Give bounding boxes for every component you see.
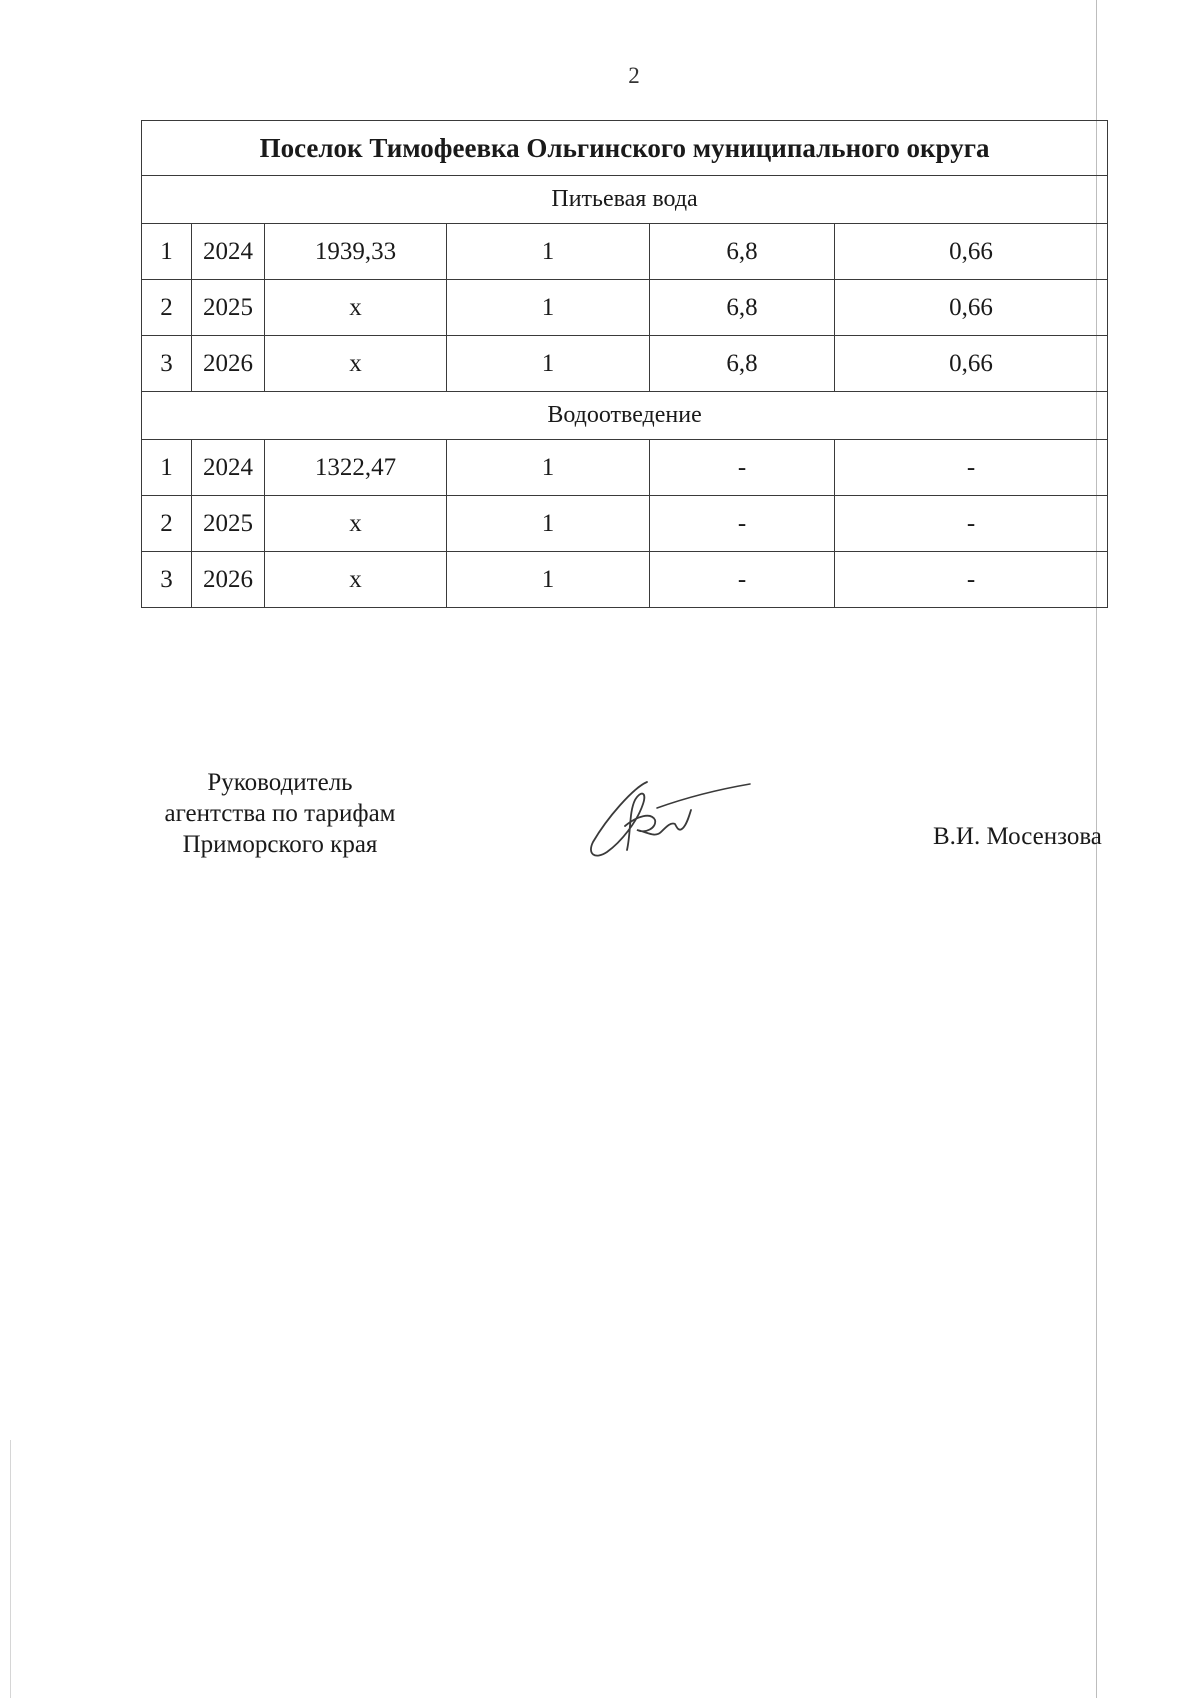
position-line: Руководитель <box>207 769 353 796</box>
value-cell: - <box>650 552 835 608</box>
row-index-cell: 1 <box>142 440 192 496</box>
tariff-table <box>141 120 1108 608</box>
table-row <box>142 336 1108 392</box>
signatory-position <box>150 767 410 860</box>
year-cell: 2025 <box>192 280 265 336</box>
row-index-cell: 2 <box>142 496 192 552</box>
section-header-wastewater: Водоотведение <box>142 392 1108 440</box>
section-header-row <box>142 176 1108 224</box>
table-row <box>142 440 1108 496</box>
position-line: Приморского края <box>182 831 378 858</box>
position-line: агентства по тарифам <box>164 800 396 827</box>
year-cell: 2026 <box>192 552 265 608</box>
value-cell: х <box>265 280 447 336</box>
value-cell: 1 <box>447 336 650 392</box>
value-cell: х <box>265 496 447 552</box>
row-index-cell: 1 <box>142 224 192 280</box>
value-cell: - <box>835 552 1108 608</box>
value-cell: - <box>835 440 1108 496</box>
value-cell: 1 <box>447 224 650 280</box>
value-cell: 1 <box>447 280 650 336</box>
year-cell: 2026 <box>192 336 265 392</box>
value-cell: 0,66 <box>835 336 1108 392</box>
section-header-row <box>142 392 1108 440</box>
value-cell: 6,8 <box>650 336 835 392</box>
table-row <box>142 552 1108 608</box>
value-cell: 6,8 <box>650 224 835 280</box>
table-title: Поселок Тимофеевка Ольгинского муниципального округа <box>142 121 1108 176</box>
value-cell: 6,8 <box>650 280 835 336</box>
value-cell: 1322,47 <box>265 440 447 496</box>
value-cell: х <box>265 336 447 392</box>
value-cell: 0,66 <box>835 224 1108 280</box>
table-title-row <box>142 121 1108 176</box>
value-cell: - <box>650 496 835 552</box>
value-cell: - <box>650 440 835 496</box>
signer-name: В.И. Мосензова <box>933 823 1102 850</box>
table-row <box>142 224 1108 280</box>
table-row <box>142 280 1108 336</box>
value-cell: 0,66 <box>835 280 1108 336</box>
row-index-cell: 3 <box>142 336 192 392</box>
year-cell: 2024 <box>192 440 265 496</box>
page-number: 2 <box>628 63 640 88</box>
year-cell: 2025 <box>192 496 265 552</box>
table-row <box>142 496 1108 552</box>
value-cell: 1 <box>447 440 650 496</box>
scan-edge-line-left <box>10 1440 11 1698</box>
value-cell: 1 <box>447 496 650 552</box>
value-cell: 1 <box>447 552 650 608</box>
year-cell: 2024 <box>192 224 265 280</box>
value-cell: 1939,33 <box>265 224 447 280</box>
handwritten-signature <box>585 770 760 865</box>
section-header-drinking-water: Питьевая вода <box>142 176 1108 224</box>
row-index-cell: 2 <box>142 280 192 336</box>
row-index-cell: 3 <box>142 552 192 608</box>
value-cell: х <box>265 552 447 608</box>
value-cell: - <box>835 496 1108 552</box>
